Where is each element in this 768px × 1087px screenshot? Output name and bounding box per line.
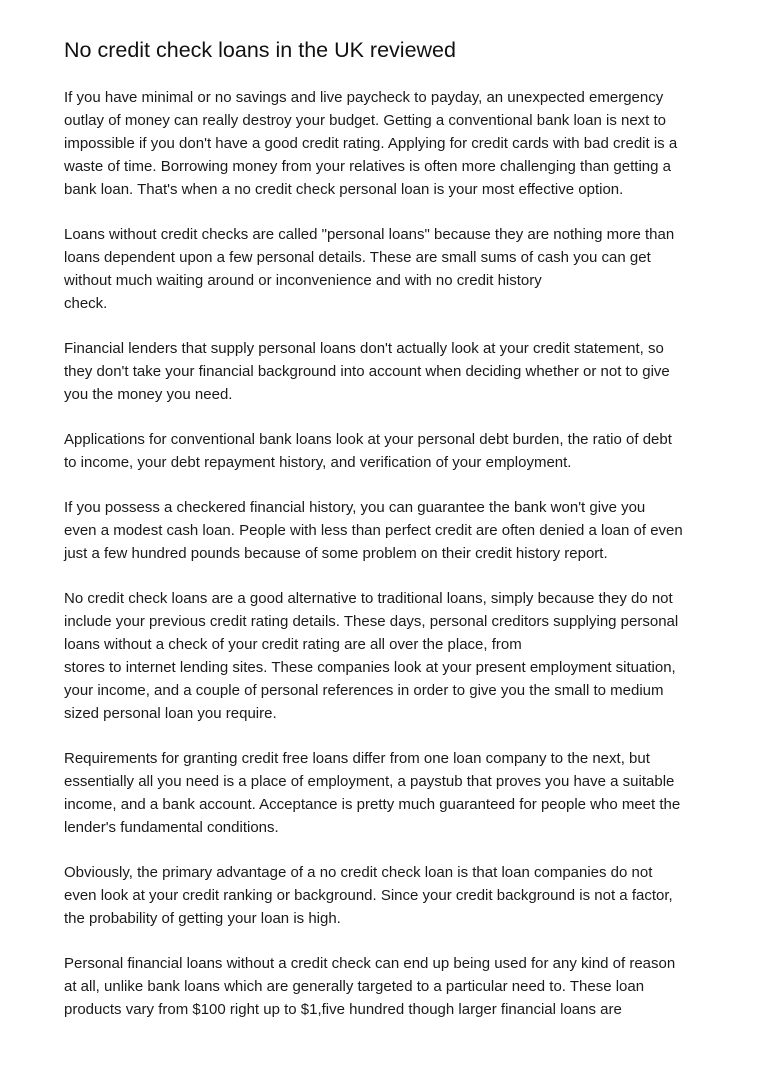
paragraph (64, 496, 714, 565)
document-body (64, 86, 714, 1021)
document-page (64, 36, 714, 1043)
text-line: just a few hundred pounds because of some problem on their credit history report. (64, 545, 608, 562)
text-line: loans without a check of your credit rating are all over the place, from (64, 636, 522, 653)
text-line: Requirements for granting credit free loans differ from one loan company to the next, but (64, 750, 650, 767)
text-line: they don't take your financial background into account when deciding whether or not to give (64, 363, 670, 380)
text-line: income, and a bank account. Acceptance is pretty much guaranteed for people who meet the (64, 796, 681, 813)
text-line: even look at your credit ranking or background. Since your credit background is not a factor, (64, 887, 673, 904)
text-line: Obviously, the primary advantage of a no credit check loan is that loan companies do not (64, 864, 653, 881)
text-line: No credit check loans are a good alternative to traditional loans, simply because they do not (64, 590, 673, 607)
text-line: check. (64, 295, 108, 312)
text-line: essentially all you need is a place of employment, a paystub that proves you have a suitable (64, 773, 675, 790)
text-line: waste of time. Borrowing money from your relatives is often more challenging than getting a (64, 158, 671, 175)
paragraph (64, 952, 714, 1021)
text-line: Personal financial loans without a credit check can end up being used for any kind of reason (64, 955, 676, 972)
text-line: your income, and a couple of personal references in order to give you the small to medium (64, 682, 664, 699)
text-line: Loans without credit checks are called "personal loans" because they are nothing more than (64, 226, 675, 243)
text-line: at all, unlike bank loans which are generally targeted to a particular need to. These loan (64, 978, 645, 995)
text-line: impossible if you don't have a good credit rating. Applying for credit cards with bad credit is a (64, 135, 678, 152)
paragraph (64, 747, 714, 839)
paragraph (64, 428, 714, 474)
text-line: the probability of getting your loan is high. (64, 910, 341, 927)
text-line: Financial lenders that supply personal loans don't actually look at your credit statement, so (64, 340, 664, 357)
paragraph (64, 587, 714, 725)
paragraph (64, 337, 714, 406)
text-line: stores to internet lending sites. These companies look at your present employment situation, (64, 659, 676, 676)
text-line: to income, your debt repayment history, and verification of your employment. (64, 454, 572, 471)
text-line: If you possess a checkered financial history, you can guarantee the bank won't give you (64, 499, 646, 516)
text-line: products vary from $100 right up to $1,five hundred though larger financial loans are (64, 1001, 622, 1018)
text-line: sized personal loan you require. (64, 705, 277, 722)
text-line: loans dependent upon a few personal details. These are small sums of cash you can get (64, 249, 651, 266)
text-line: you the money you need. (64, 386, 233, 403)
text-line: bank loan. That's when a no credit check personal loan is your most effective option. (64, 181, 624, 198)
text-line: without much waiting around or inconvenience and with no credit history (64, 272, 542, 289)
text-line: outlay of money can really destroy your budget. Getting a conventional bank loan is next to (64, 112, 667, 129)
text-line: include your previous credit rating details. These days, personal creditors supplying personal (64, 613, 679, 630)
text-line: even a modest cash loan. People with less than perfect credit are often denied a loan of even (64, 522, 683, 539)
paragraph (64, 86, 714, 201)
paragraph (64, 861, 714, 930)
paragraph (64, 223, 714, 315)
text-line: Applications for conventional bank loans look at your personal debt burden, the ratio of debt (64, 431, 672, 448)
text-line: lender's fundamental conditions. (64, 819, 279, 836)
text-line: If you have minimal or no savings and live paycheck to payday, an unexpected emergency (64, 89, 664, 106)
document-title: No credit check loans in the UK reviewed (64, 38, 456, 62)
